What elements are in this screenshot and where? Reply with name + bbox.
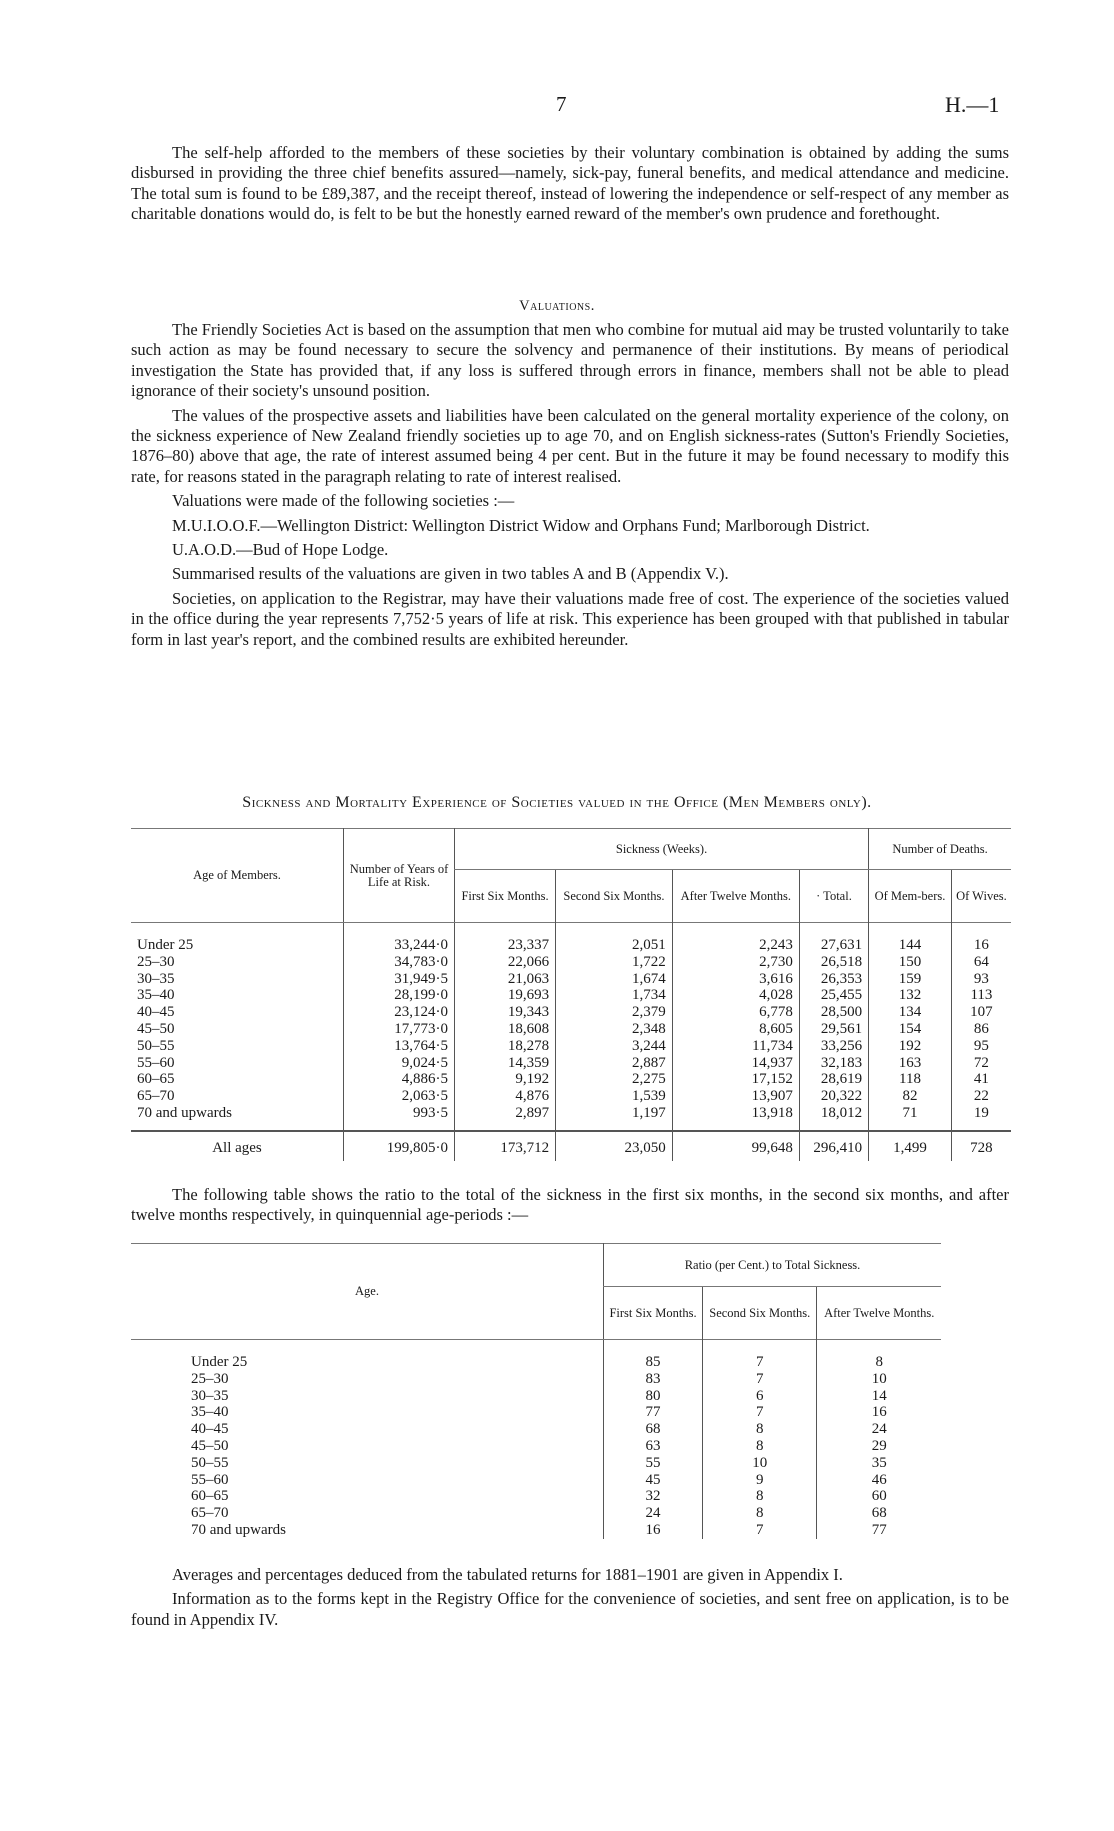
age-cell: 30–35: [191, 1387, 229, 1404]
age-cell: 60–65: [137, 1071, 175, 1088]
header-age: Age.: [131, 1244, 604, 1340]
table-row: [131, 1055, 1011, 1072]
value-cell: 99,648: [672, 1131, 799, 1161]
value-cell: 9,024·5: [344, 1055, 455, 1072]
paragraph: Averages and percentages deduced from the tabulated returns for 1881–1901 are given in Appendix I.: [172, 1565, 843, 1584]
value-cell: 29: [817, 1438, 941, 1455]
value-cell: 33,256: [799, 1038, 868, 1055]
spacer-cell: [556, 1122, 673, 1131]
value-cell: 1,197: [556, 1105, 673, 1122]
value-cell: 14,937: [672, 1055, 799, 1072]
value-cell: 17,773·0: [344, 1021, 455, 1038]
table-row: [131, 1105, 1011, 1122]
table-row: [131, 1088, 1011, 1105]
age-cell: 55–60: [191, 1471, 229, 1488]
value-cell: 25,455: [799, 987, 868, 1004]
value-cell: 10: [817, 1371, 941, 1388]
value-cell: 19: [951, 1105, 1011, 1122]
table-row: [131, 987, 1011, 1004]
page-number: 7: [556, 92, 567, 116]
sickness-mortality-table: [131, 828, 1011, 1161]
value-cell: 14,359: [455, 1055, 556, 1072]
ratio-table: [131, 1243, 941, 1539]
value-cell: 86: [951, 1021, 1011, 1038]
paragraph: Summarised results of the valuations are given in two tables A and B (Appendix V.).: [172, 564, 729, 584]
value-cell: 71: [869, 1105, 952, 1122]
spacer-cell: [455, 1122, 556, 1131]
value-cell: 20,322: [799, 1088, 868, 1105]
value-cell: 7: [703, 1522, 817, 1539]
age-cell: 50–55: [137, 1037, 175, 1054]
value-cell: 993·5: [344, 1105, 455, 1122]
age-cell: 25–30: [137, 953, 175, 970]
closing-section: [131, 1565, 1009, 1634]
value-cell: 26,353: [799, 971, 868, 988]
value-cell: 95: [951, 1038, 1011, 1055]
intro-section: [131, 143, 1009, 229]
age-cell: 40–45: [191, 1421, 229, 1438]
value-cell: 13,907: [672, 1088, 799, 1105]
age-cell: All ages: [212, 1139, 262, 1156]
value-cell: 4,886·5: [344, 1071, 455, 1088]
value-cell: 2,348: [556, 1021, 673, 1038]
table1-title: Sickness and Mortality Experience of Societies valued in the Office (Men Members only).: [242, 794, 872, 811]
value-cell: 1,539: [556, 1088, 673, 1105]
age-cell: 50–55: [191, 1454, 229, 1471]
table-row: [131, 1455, 941, 1472]
header-first: First Six Months.: [604, 1287, 703, 1340]
age-cell: 65–70: [137, 1088, 175, 1105]
table-row: [131, 1388, 941, 1405]
value-cell: 17,152: [672, 1071, 799, 1088]
middle-section: [131, 1185, 1009, 1230]
value-cell: 150: [869, 954, 952, 971]
value-cell: 1,499: [869, 1131, 952, 1161]
value-cell: 154: [869, 1021, 952, 1038]
value-cell: 83: [604, 1371, 703, 1388]
spacer-cell: [672, 1122, 799, 1131]
value-cell: 60: [817, 1488, 941, 1505]
value-cell: 34,783·0: [344, 954, 455, 971]
age-cell: 60–65: [191, 1488, 229, 1505]
value-cell: 3,616: [672, 971, 799, 988]
value-cell: 22,066: [455, 954, 556, 971]
value-cell: 23,050: [556, 1131, 673, 1161]
value-cell: 2,887: [556, 1055, 673, 1072]
value-cell: 32,183: [799, 1055, 868, 1072]
value-cell: 8,605: [672, 1021, 799, 1038]
value-cell: 8: [703, 1438, 817, 1455]
value-cell: 28,500: [799, 1004, 868, 1021]
header-second: Second Six Months.: [556, 870, 673, 923]
value-cell: 80: [604, 1388, 703, 1405]
value-cell: 55: [604, 1455, 703, 1472]
value-cell: 8: [817, 1340, 941, 1371]
table-row: [131, 954, 1011, 971]
value-cell: 6,778: [672, 1004, 799, 1021]
value-cell: 19,693: [455, 987, 556, 1004]
table-row: [131, 1404, 941, 1421]
value-cell: 28,619: [799, 1071, 868, 1088]
header-wives: Of Wives.: [951, 870, 1011, 923]
spacer-row: [131, 1122, 1011, 1131]
value-cell: 18,012: [799, 1105, 868, 1122]
age-cell: 25–30: [191, 1370, 229, 1387]
value-cell: 2,379: [556, 1004, 673, 1021]
value-cell: 13,764·5: [344, 1038, 455, 1055]
paragraph: Valuations were made of the following societies :—: [172, 491, 515, 511]
value-cell: 7: [703, 1340, 817, 1371]
header-sickness: Sickness (Weeks).: [455, 829, 869, 870]
table-row: [131, 923, 1011, 954]
spacer-cell: [344, 1122, 455, 1131]
value-cell: 24: [817, 1421, 941, 1438]
age-cell: 65–70: [191, 1505, 229, 1522]
age-cell: 45–50: [191, 1437, 229, 1454]
age-cell: 55–60: [137, 1054, 175, 1071]
value-cell: 23,337: [455, 923, 556, 954]
value-cell: 6: [703, 1388, 817, 1405]
spacer-cell: [869, 1122, 952, 1131]
age-cell: 40–45: [137, 1004, 175, 1021]
value-cell: 2,063·5: [344, 1088, 455, 1105]
value-cell: 7: [703, 1404, 817, 1421]
value-cell: 1,674: [556, 971, 673, 988]
age-cell: Under 25: [191, 1354, 248, 1370]
value-cell: 192: [869, 1038, 952, 1055]
table-row: [131, 1505, 941, 1522]
header-ratio: Ratio (per Cent.) to Total Sickness.: [604, 1244, 942, 1287]
table-row: [131, 1038, 1011, 1055]
value-cell: 9,192: [455, 1071, 556, 1088]
value-cell: 9: [703, 1472, 817, 1489]
value-cell: 113: [951, 987, 1011, 1004]
paragraph: Societies, on application to the Registrar, may have their valuations made free of cost. The experience of the societies valued in the office during the year represents 7,752·5 years of life at risk. This experience has been grouped with that published in tabular form in last year's report, and the combined results are exhibited hereunder.: [131, 588, 1009, 649]
value-cell: 63: [604, 1438, 703, 1455]
value-cell: 72: [951, 1055, 1011, 1072]
value-cell: 8: [703, 1421, 817, 1438]
value-cell: 64: [951, 954, 1011, 971]
age-cell: Under 25: [137, 937, 194, 953]
age-cell: 35–40: [137, 987, 175, 1004]
value-cell: 173,712: [455, 1131, 556, 1161]
header-after: After Twelve Months.: [817, 1287, 941, 1340]
value-cell: 134: [869, 1004, 952, 1021]
table-row: [131, 1071, 1011, 1088]
value-cell: 8: [703, 1488, 817, 1505]
value-cell: 16: [604, 1522, 703, 1539]
value-cell: 29,561: [799, 1021, 868, 1038]
value-cell: 1,722: [556, 954, 673, 971]
value-cell: 159: [869, 971, 952, 988]
value-cell: 46: [817, 1472, 941, 1489]
value-cell: 2,243: [672, 923, 799, 954]
total-row: [131, 1131, 1011, 1161]
value-cell: 27,631: [799, 923, 868, 954]
table-row: [131, 1021, 1011, 1038]
value-cell: 28,199·0: [344, 987, 455, 1004]
header-total: · Total.: [799, 870, 868, 923]
value-cell: 85: [604, 1340, 703, 1371]
value-cell: 31,949·5: [344, 971, 455, 988]
value-cell: 728: [951, 1131, 1011, 1161]
header-age: Age of Members.: [131, 829, 344, 923]
value-cell: 41: [951, 1071, 1011, 1088]
value-cell: 144: [869, 923, 952, 954]
value-cell: 14: [817, 1388, 941, 1405]
value-cell: 296,410: [799, 1131, 868, 1161]
value-cell: 23,124·0: [344, 1004, 455, 1021]
table-row: [131, 971, 1011, 988]
value-cell: 24: [604, 1505, 703, 1522]
header-first: First Six Months.: [455, 870, 556, 923]
table-row: [131, 1421, 941, 1438]
valuations-heading: Valuations.: [519, 298, 595, 314]
value-cell: 82: [869, 1088, 952, 1105]
value-cell: 13,918: [672, 1105, 799, 1122]
value-cell: 3,244: [556, 1038, 673, 1055]
spacer-cell: [131, 1122, 344, 1131]
value-cell: 77: [604, 1404, 703, 1421]
header-second: Second Six Months.: [703, 1287, 817, 1340]
value-cell: 8: [703, 1505, 817, 1522]
spacer-cell: [799, 1122, 868, 1131]
header-deaths: Number of Deaths.: [869, 829, 1011, 870]
age-cell: 35–40: [191, 1404, 229, 1421]
value-cell: 18,608: [455, 1021, 556, 1038]
spacer-cell: [951, 1122, 1011, 1131]
paragraph: The Friendly Societies Act is based on the assumption that men who combine for mutual aid may be trusted voluntarily to take such action as may be found necessary to secure the solvency and permanence of their institutions. By means of periodical investigation the State has provided that, if any loss is suffered through errors in finance, members shall not be able to plead ignorance of their society's unsound position.: [131, 320, 1009, 401]
value-cell: 22: [951, 1088, 1011, 1105]
value-cell: 68: [604, 1421, 703, 1438]
value-cell: 26,518: [799, 954, 868, 971]
value-cell: 33,244·0: [344, 923, 455, 954]
table-row: [131, 1004, 1011, 1021]
age-cell: 30–35: [137, 970, 175, 987]
value-cell: 7: [703, 1371, 817, 1388]
table-row: [131, 1488, 941, 1505]
paragraph: U.A.O.D.—Bud of Hope Lodge.: [172, 540, 389, 560]
table-row: [131, 1472, 941, 1489]
intro-paragraph: The self-help afforded to the members of these societies by their voluntary combination is obtained by adding the sums disbursed in providing the three chief benefits assured—namely, sick-pay, funeral benefits, and medical attendance and medicine. The total sum is found to be £89,387, and the receipt thereof, instead of lowering the independence or self-respect of any member as charitable donations would do, is felt to be but the honestly earned reward of the member's own prudence and forethought.: [131, 143, 1009, 224]
document-reference: H.—1: [945, 92, 1000, 117]
value-cell: 2,897: [455, 1105, 556, 1122]
value-cell: 199,805·0: [344, 1131, 455, 1161]
table-row: [131, 1340, 941, 1371]
header-members: Of Mem-bers.: [869, 870, 952, 923]
header-after: After Twelve Months.: [672, 870, 799, 923]
table-row: [131, 1371, 941, 1388]
header-years: Number of Years of Life at Risk.: [344, 829, 455, 923]
value-cell: 2,730: [672, 954, 799, 971]
value-cell: 35: [817, 1455, 941, 1472]
value-cell: 11,734: [672, 1038, 799, 1055]
value-cell: 2,051: [556, 923, 673, 954]
value-cell: 2,275: [556, 1071, 673, 1088]
middle-paragraph: The following table shows the ratio to the total of the sickness in the first six months, in the second six months, and after twelve months respectively, in quinquennial age-periods :—: [131, 1185, 1009, 1225]
paragraph: M.U.I.O.O.F.—Wellington District: Wellington District Widow and Orphans Fund; Marlborough District.: [172, 515, 870, 535]
paragraph: Information as to the forms kept in the Registry Office for the convenience of societies, and sent free on application, is to be found in Appendix IV.: [131, 1589, 1009, 1629]
age-cell: 45–50: [137, 1020, 175, 1037]
value-cell: 1,734: [556, 987, 673, 1004]
value-cell: 32: [604, 1488, 703, 1505]
value-cell: 107: [951, 1004, 1011, 1021]
table-row: [131, 1522, 941, 1539]
age-cell: 70 and upwards: [191, 1521, 286, 1538]
paragraph: The values of the prospective assets and liabilities have been calculated on the general mortality experience of the colony, on the sickness experience of New Zealand friendly societies up to age 70, and on English sickness-rates (Sutton's Friendly Societies, 1876–80) above that age, the rate of interest assumed being 4 per cent. But in the future it may be found necessary to modify this rate, for reasons stated in the paragraph relating to rate of interest realised.: [131, 405, 1009, 486]
value-cell: 4,876: [455, 1088, 556, 1105]
value-cell: 19,343: [455, 1004, 556, 1021]
value-cell: 118: [869, 1071, 952, 1088]
value-cell: 21,063: [455, 971, 556, 988]
valuations-section: [131, 320, 1009, 654]
value-cell: 163: [869, 1055, 952, 1072]
value-cell: 18,278: [455, 1038, 556, 1055]
table-row: [131, 1438, 941, 1455]
value-cell: 93: [951, 971, 1011, 988]
value-cell: 77: [817, 1522, 941, 1539]
age-cell: 70 and upwards: [137, 1104, 232, 1121]
value-cell: 45: [604, 1472, 703, 1489]
value-cell: 4,028: [672, 987, 799, 1004]
value-cell: 16: [951, 923, 1011, 954]
value-cell: 10: [703, 1455, 817, 1472]
value-cell: 68: [817, 1505, 941, 1522]
value-cell: 16: [817, 1404, 941, 1421]
value-cell: 132: [869, 987, 952, 1004]
